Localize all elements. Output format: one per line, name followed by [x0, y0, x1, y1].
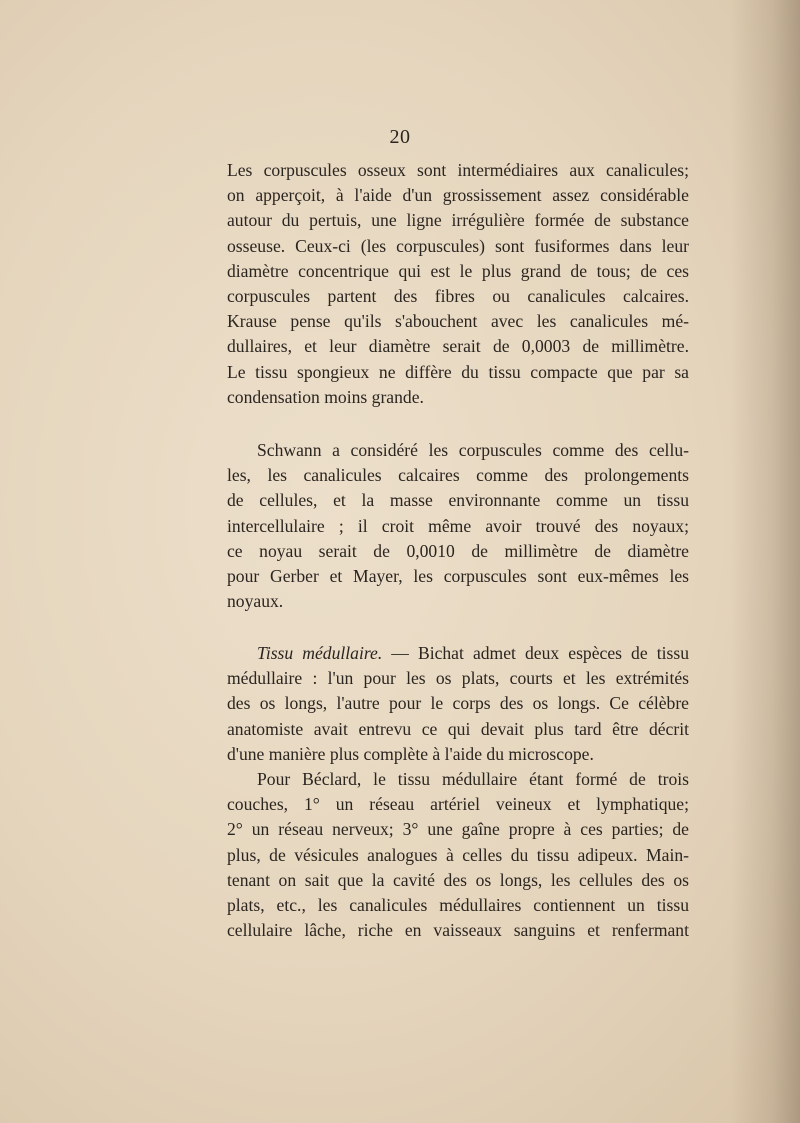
text-line: [227, 641, 689, 666]
text-line: noyaux.: [227, 591, 284, 612]
text-line: Le tissu spongieux ne diffère du tissu compacte que par sa: [227, 361, 689, 382]
text-line: on apperçoit, à l'aide d'un grossissement assez considérable: [227, 185, 689, 206]
text-line: cellulaire lâche, riche en vaisseaux sanguins et renfermant: [227, 920, 689, 941]
text-segment: — Bichat admet deux espèces de tissu: [382, 643, 689, 663]
text-line: diamètre concentrique qui est le plus grand de tous; de ces: [227, 260, 689, 281]
text-line: anatomiste avait entrevu ce qui devait plus tard être décrit: [227, 718, 689, 739]
text-line: Pour Béclard, le tissu médullaire étant formé de trois: [257, 769, 689, 789]
text-line: Les corpuscules osseux sont intermédiaires aux canalicules;: [227, 160, 689, 180]
text-line: osseuse. Ceux-ci (les corpuscules) sont fusiformes dans leur: [227, 235, 689, 256]
text-line: Krause pense qu'ils s'abouchent avec les canalicules mé-: [227, 311, 689, 332]
text-line: d'une manière plus complète à l'aide du microscope.: [227, 743, 594, 764]
text-line: couches, 1° un réseau artériel veineux et lymphatique;: [227, 794, 689, 815]
text-line: Schwann a considéré les corpuscules comme des cellu-: [257, 440, 689, 460]
text-line: les, les canalicules calcaires comme des prolongements: [227, 465, 689, 486]
text-line: dullaires, et leur diamètre serait de 0,0003 de millimètre.: [227, 336, 689, 357]
text-line: tenant on sait que la cavité des os longs, les cellules des os: [227, 869, 689, 890]
paragraph-beclard: [227, 767, 689, 943]
page-number: 20: [389, 126, 411, 148]
text-line: pour Gerber et Mayer, les corpuscules sont eux-mêmes les: [227, 565, 689, 586]
paragraph-schwann: [227, 438, 689, 614]
paragraph-tissu-medullaire: [227, 641, 689, 767]
section-heading: Tissu médullaire.: [257, 643, 383, 663]
text-line: de cellules, et la masse environnante comme un tissu: [227, 490, 689, 511]
text-line: 2° un réseau nerveux; 3° une gaîne propre à ces parties; de: [227, 819, 689, 840]
text-line: corpuscules partent des fibres ou canalicules calcaires.: [227, 285, 689, 306]
text-line: autour du pertuis, une ligne irrégulière formée de substance: [227, 210, 689, 231]
text-line: condensation moins grande.: [227, 386, 424, 407]
text-line: plus, de vésicules analogues à celles du tissu adipeux. Main-: [227, 844, 689, 865]
paragraph-bone-corpuscles: [227, 158, 689, 410]
text-line: des os longs, l'autre pour le corps des os longs. Ce célèbre: [227, 693, 689, 714]
text-line: ce noyau serait de 0,0010 de millimètre de diamètre: [227, 540, 689, 561]
text-line: médullaire : l'un pour les os plats, courts et les extrémités: [227, 668, 689, 689]
text-line: plats, etc., les canalicules médullaires contiennent un tissu: [227, 894, 689, 915]
text-line: intercellulaire ; il croit même avoir trouvé des noyaux;: [227, 515, 689, 536]
